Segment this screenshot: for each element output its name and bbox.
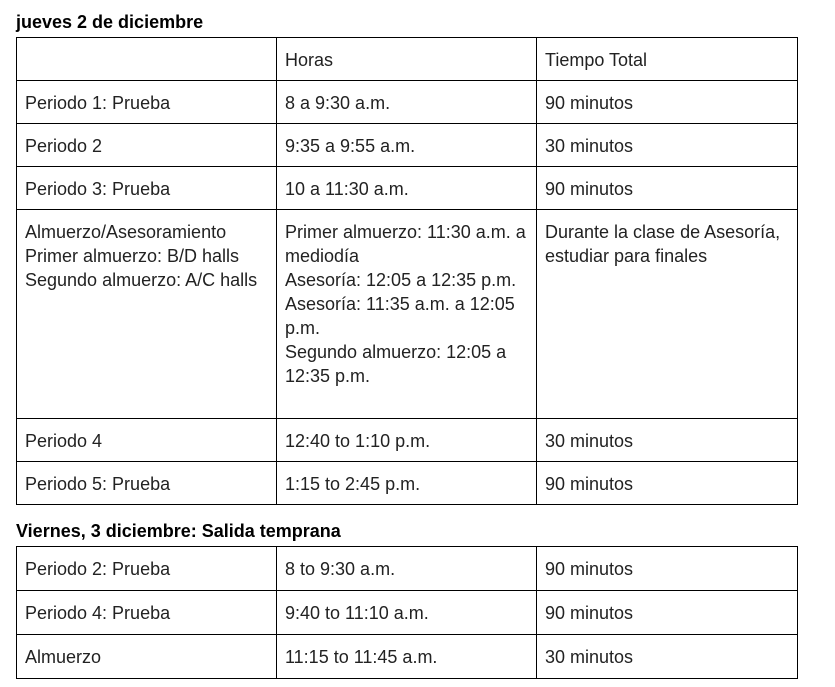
period-cell: Periodo 3: Prueba [17,167,277,210]
total-time-cell: 30 minutos [537,419,798,462]
table-row [17,547,798,591]
header-cell-total-time: Tiempo Total [537,38,798,81]
header-cell-hours: Horas [277,38,537,81]
table-row-lunch [17,210,798,419]
table-row [17,635,798,679]
period-cell: Periodo 5: Prueba [17,462,277,505]
period-cell: Periodo 2 [17,124,277,167]
hours-cell: Primer almuerzo: 11:30 a.m. a mediodía Asesoría: 12:05 a 12:35 p.m. Asesoría: 11:35 a.m. a 12:05 p.m. Segundo almuerzo: 12:05 a 12:35 p.m. [277,210,537,419]
total-time-cell: 90 minutos [537,167,798,210]
total-time-cell: 90 minutos [537,547,798,591]
total-time-cell: Durante la clase de Asesoría, estudiar para finales [537,210,798,419]
friday-schedule-table [16,546,798,679]
header-cell-empty [17,38,277,81]
hours-cell: 9:40 to 11:10 a.m. [277,591,537,635]
hours-cell: 1:15 to 2:45 p.m. [277,462,537,505]
section-title-thursday: jueves 2 de diciembre [16,12,204,32]
hours-cell: 8 a 9:30 a.m. [277,81,537,124]
total-time-cell: 30 minutos [537,124,798,167]
section-title-friday: Viernes, 3 diciembre: Salida temprana [16,521,341,541]
thursday-schedule-table [16,37,798,505]
hours-cell: 11:15 to 11:45 a.m. [277,635,537,679]
hours-cell: 8 to 9:30 a.m. [277,547,537,591]
hours-cell: 10 a 11:30 a.m. [277,167,537,210]
table-header-row [17,38,798,81]
hours-cell: 9:35 a 9:55 a.m. [277,124,537,167]
period-cell: Periodo 4: Prueba [17,591,277,635]
total-time-cell: 90 minutos [537,81,798,124]
table-row [17,419,798,462]
total-time-cell: 90 minutos [537,462,798,505]
period-cell: Almuerzo [17,635,277,679]
total-time-cell: 30 minutos [537,635,798,679]
table-row [17,462,798,505]
table-row [17,81,798,124]
period-cell: Periodo 1: Prueba [17,81,277,124]
table-row [17,591,798,635]
hours-cell: 12:40 to 1:10 p.m. [277,419,537,462]
period-cell: Almuerzo/Asesoramiento Primer almuerzo: B/D halls Segundo almuerzo: A/C halls [17,210,277,419]
table-row [17,167,798,210]
period-cell: Periodo 4 [17,419,277,462]
period-cell: Periodo 2: Prueba [17,547,277,591]
table-row [17,124,798,167]
total-time-cell: 90 minutos [537,591,798,635]
